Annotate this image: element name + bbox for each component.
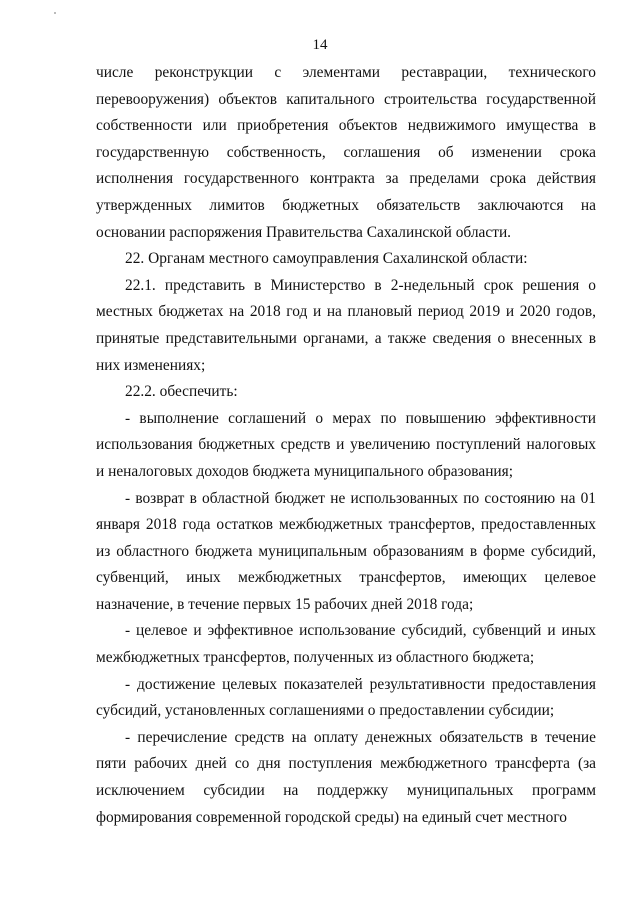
bullet-paragraph: - выполнение соглашений о мерах по повышению эффективности использования бюджетных средств и увеличению поступлений налоговых и неналоговых доходов бюджета муниципального образования; — [96, 409, 596, 480]
page-number: 14 — [312, 37, 328, 53]
paragraph-item-22: 22. Органам местного самоуправления Сахалинской области: — [125, 250, 528, 268]
paragraph-continuation: числе реконструкции с элементами реставрации, технического перевооружения) объектов капитального строительства государственной собственности или приобретения объектов недвижимого имущества в государственную собственность, соглашения об изменении срока исполнения государственного контракта за пределами срока действия утвержденных лимитов бюджетных обязательств заключаются на основании распоряжения Правительства Сахалинской области. — [96, 64, 596, 241]
bullet-paragraph: - перечисление средств на оплату денежных обязательств в течение пяти рабочих дней со дня поступления межбюджетного трансферта (за исключением субсидии на поддержку муниципальных программ формирования современной городской среды) на единый счет местного — [96, 728, 596, 826]
paragraph-item-22-1: 22.1. представить в Министерство в 2-недельный срок решения о местных бюджетах на 2018 год и на плановый период 2019 и 2020 годов, принятые представительными органами, а также сведения о внесенных в них изменениях; — [96, 276, 596, 374]
paragraph-item-22-2: 22.2. обеспечить: — [125, 383, 238, 401]
document-body — [96, 60, 596, 831]
bullet-paragraph: - целевое и эффективное использование субсидий, субвенций и иных межбюджетных трансфертов, полученных из областного бюджета; — [96, 622, 596, 667]
bullet-paragraph: - возврат в областной бюджет не использованных по состоянию на 01 января 2018 года остатков межбюджетных трансфертов, предоставленных из областного бюджета муниципальным образованиям в форме субсидий, субвенций, иных межбюджетных трансфертов, имеющих целевое назначение, в течение первых 15 рабочих дней 2018 года; — [96, 489, 596, 613]
bullet-paragraph: - достижение целевых показателей результативности предоставления субсидий, установленных соглашениями о предоставлении субсидии; — [96, 675, 596, 720]
scan-mark — [54, 12, 56, 14]
